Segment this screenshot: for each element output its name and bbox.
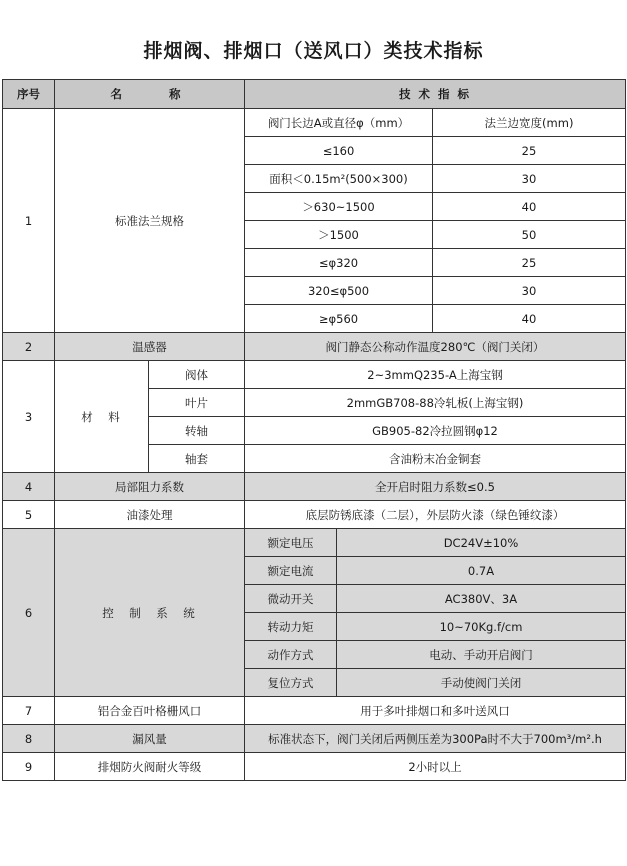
table-header-row	[3, 80, 626, 109]
row-name: 温感器	[55, 333, 245, 361]
control-item: 复位方式	[245, 669, 337, 697]
material-part: 阀体	[149, 361, 245, 389]
flange-size: ≤φ320	[245, 249, 433, 277]
row-name: 漏风量	[55, 725, 245, 753]
control-item: 额定电压	[245, 529, 337, 557]
row-name: 铝合金百叶格栅风口	[55, 697, 245, 725]
control-value: 10~70Kg.f/cm	[337, 613, 626, 641]
row-value: 底层防锈底漆（二层），外层防火漆（绿色锤纹漆）	[245, 501, 626, 529]
material-value: 2mmGB708-88冷轧板(上海宝钢)	[245, 389, 626, 417]
control-value: DC24V±10%	[337, 529, 626, 557]
row-seq: 2	[3, 333, 55, 361]
row-seq: 9	[3, 753, 55, 781]
table-row	[3, 333, 626, 361]
table-row	[3, 529, 626, 557]
table-row	[3, 501, 626, 529]
material-part: 叶片	[149, 389, 245, 417]
row-seq: 1	[3, 109, 55, 333]
row-name: 标准法兰规格	[55, 109, 245, 333]
flange-size: 面积＜0.15m²(500×300)	[245, 165, 433, 193]
spec-table	[2, 79, 626, 781]
control-value: AC380V、3A	[337, 585, 626, 613]
row-seq: 7	[3, 697, 55, 725]
flange-width: 30	[433, 277, 626, 305]
row-seq: 6	[3, 529, 55, 697]
table-row	[3, 361, 626, 389]
row-seq: 4	[3, 473, 55, 501]
material-value: 2~3mmQ235-A上海宝钢	[245, 361, 626, 389]
row-name: 材 料	[55, 361, 149, 473]
flange-size: ＞630~1500	[245, 193, 433, 221]
flange-size: ≤160	[245, 137, 433, 165]
flange-width: 40	[433, 305, 626, 333]
control-item: 微动开关	[245, 585, 337, 613]
row-seq: 5	[3, 501, 55, 529]
table-row	[3, 109, 626, 137]
material-part: 转轴	[149, 417, 245, 445]
control-value: 电动、手动开启阀门	[337, 641, 626, 669]
material-part: 轴套	[149, 445, 245, 473]
row-value: 全开启时阻力系数≤0.5	[245, 473, 626, 501]
flange-width: 50	[433, 221, 626, 249]
control-item: 动作方式	[245, 641, 337, 669]
header-seq: 序号	[3, 80, 55, 109]
row-value: 2小时以上	[245, 753, 626, 781]
row-name: 控 制 系 统	[55, 529, 245, 697]
flange-width: 25	[433, 137, 626, 165]
control-value: 0.7A	[337, 557, 626, 585]
table-row	[3, 697, 626, 725]
header-spec: 技 术 指 标	[245, 80, 626, 109]
row-value: 用于多叶排烟口和多叶送风口	[245, 697, 626, 725]
control-value: 手动使阀门关闭	[337, 669, 626, 697]
flange-size: 320≤φ500	[245, 277, 433, 305]
material-value: 含油粉末冶金铜套	[245, 445, 626, 473]
table-row	[3, 725, 626, 753]
control-item: 转动力矩	[245, 613, 337, 641]
row-seq: 8	[3, 725, 55, 753]
flange-size: ≥φ560	[245, 305, 433, 333]
header-name: 名 称	[55, 80, 245, 109]
page-title: 排烟阀、排烟口（送风口）类技术指标	[143, 40, 484, 62]
row-value: 阀门静态公称动作温度280℃（阀门关闭）	[245, 333, 626, 361]
flange-width: 25	[433, 249, 626, 277]
flange-col2-header: 法兰边宽度(mm)	[433, 109, 626, 137]
flange-width: 30	[433, 165, 626, 193]
flange-width: 40	[433, 193, 626, 221]
row-value: 标准状态下，阀门关闭后两侧压差为300Pa时不大于700m³/m².h	[245, 725, 626, 753]
table-row	[3, 473, 626, 501]
row-name: 油漆处理	[55, 501, 245, 529]
row-seq: 3	[3, 361, 55, 473]
row-name: 局部阻力系数	[55, 473, 245, 501]
control-item: 额定电流	[245, 557, 337, 585]
table-row	[3, 753, 626, 781]
flange-col1-header: 阀门长边A或直径φ（mm）	[245, 109, 433, 137]
material-value: GB905-82冷拉圆钢φ12	[245, 417, 626, 445]
flange-size: ＞1500	[245, 221, 433, 249]
row-name: 排烟防火阀耐火等级	[55, 753, 245, 781]
